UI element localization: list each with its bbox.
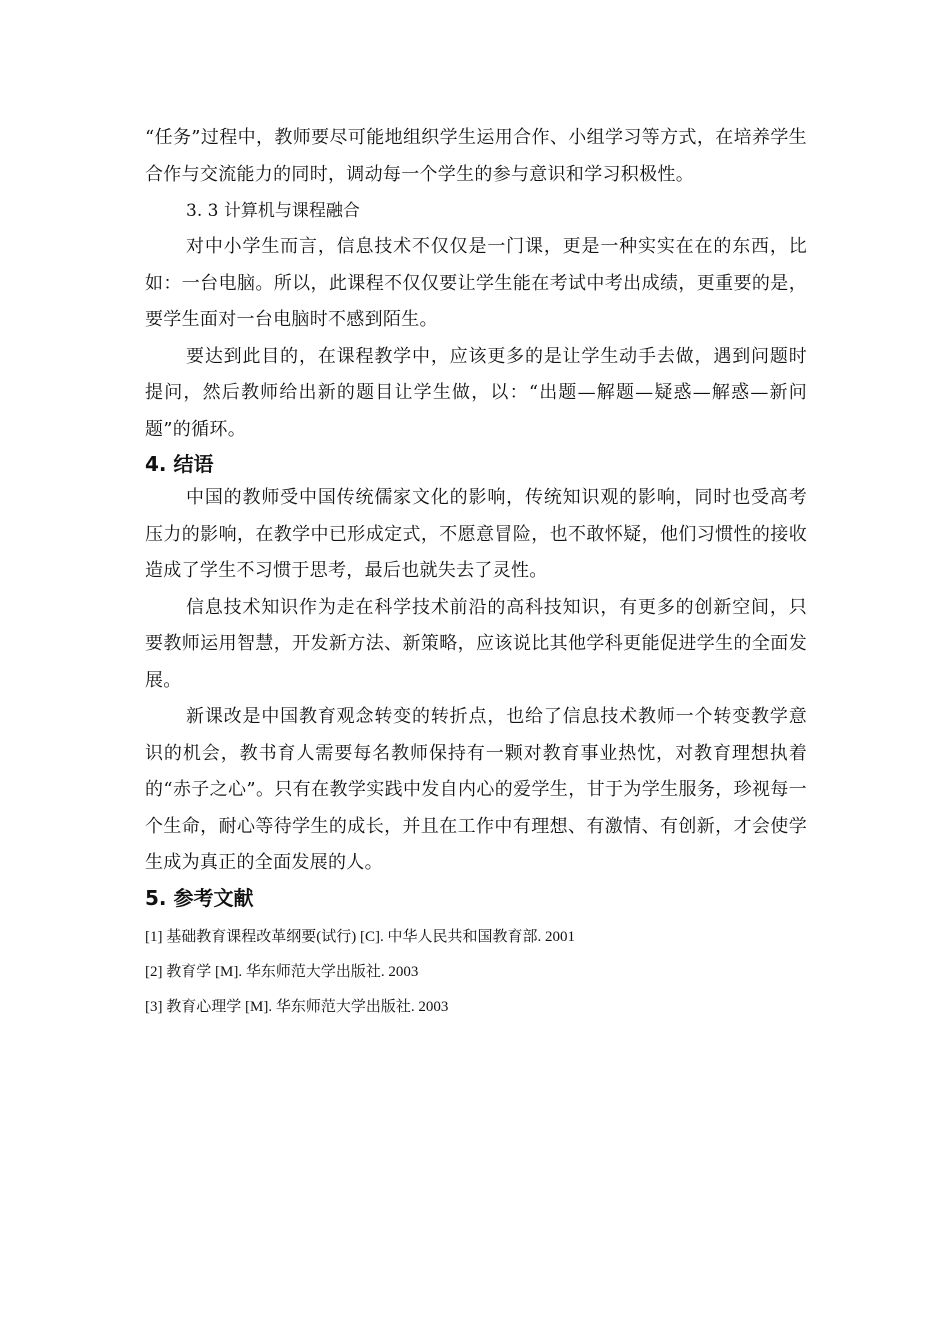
reference-item: [3] 教育心理学 [M]. 华东师范大学出版社. 2003 [145, 998, 449, 1015]
paragraph-conclusion-3: 新课改是中国教育观念转变的转折点，也给了信息技术教师一个转变教学意识的机会，教书育人需要每名教师保持有一颗对教育事业热忱，对教育理想执着的“赤子之心”。只有在教学实践中发自内心的爱学生，甘于为学生服务，珍视每一个生命，耐心等待学生的成长，并且在工作中有理想、有激情、有创新，才会使学生成为真正的全面发展的人。 [145, 706, 807, 873]
reference-item: [1] 基础教育课程改革纲要(试行) [C]. 中华人民共和国教育部. 2001 [145, 928, 575, 945]
paragraph-computer-course: 对中小学生而言，信息技术不仅仅是一门课，更是一种实实在在的东西，比如：一台电脑。所以，此课程不仅仅要让学生能在考试中考出成绩，更重要的是，要学生面对一台电脑时不感到陌生。 [145, 236, 807, 330]
subheading-3-3: 3. 3 计算机与课程融合 [186, 201, 360, 221]
reference-list [145, 920, 807, 1025]
reference-item: [2] 教育学 [M]. 华东师范大学出版社. 2003 [145, 963, 419, 980]
paragraph-conclusion-1: 中国的教师受中国传统儒家文化的影响，传统知识观的影响，同时也受高考压力的影响，在教学中已形成定式，不愿意冒险，也不敢怀疑，他们习惯性的接收造成了学生不习惯于思考，最后也就失去了灵性。 [145, 487, 807, 581]
document-page [145, 120, 807, 1025]
paragraph-hands-on: 要达到此目的，在课程教学中，应该更多的是让学生动手去做，遇到问题时提问，然后教师给出新的题目让学生做，以：“出题—解题—疑惑—解惑—新问题”的循环。 [145, 345, 807, 440]
section-heading-references: 5. 参考文献 [145, 885, 254, 910]
paragraph-conclusion-2: 信息技术知识作为走在科学技术前沿的高科技知识，有更多的创新空间，只要教师运用智慧，开发新方法、新策略，应该说比其他学科更能促进学生的全面发展。 [145, 596, 807, 691]
paragraph-task-continuation: “任务”过程中，教师要尽可能地组织学生运用合作、小组学习等方式，在培养学生合作与交流能力的同时，调动每一个学生的参与意识和学习积极性。 [145, 127, 807, 185]
section-heading-conclusion: 4. 结语 [145, 452, 214, 476]
